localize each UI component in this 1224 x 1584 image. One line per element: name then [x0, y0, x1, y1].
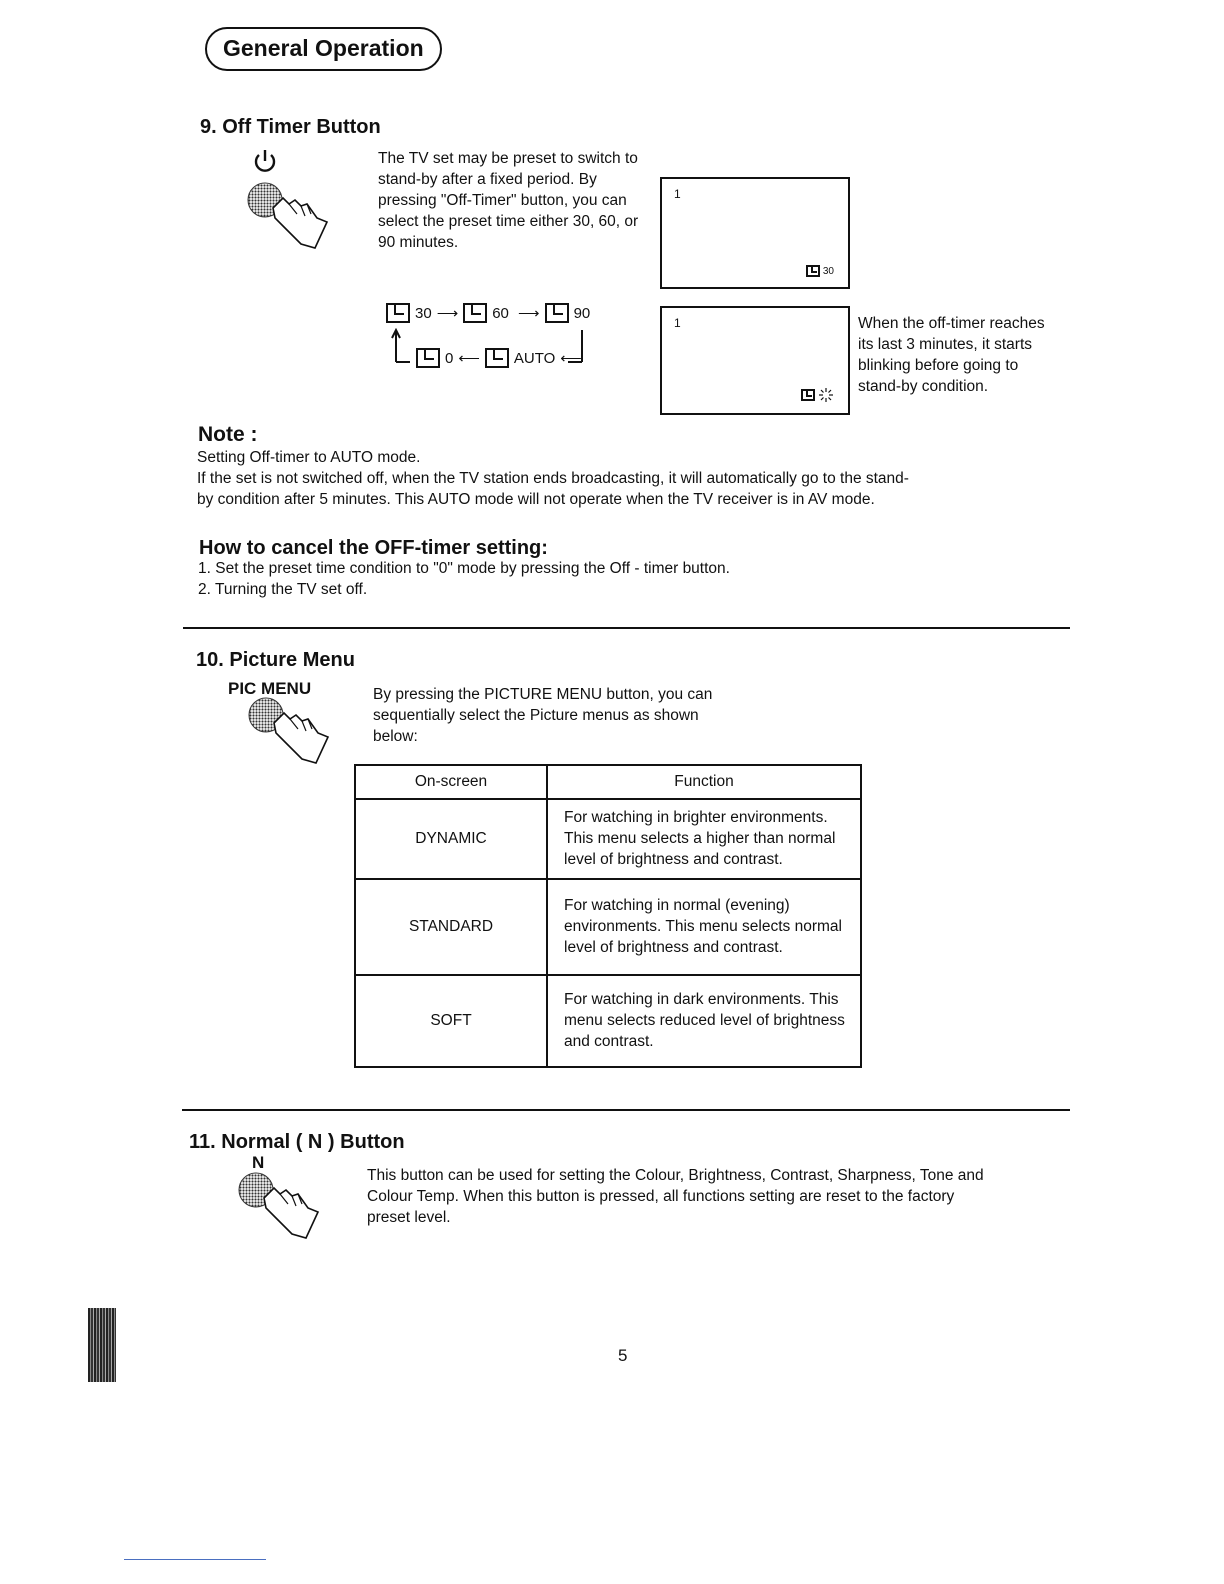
arrow-left-icon: ⟵ [560, 350, 582, 367]
seq-auto: AUTO [513, 349, 556, 367]
table-header-row [355, 765, 861, 799]
function-cell: For watching in normal (evening) environments. This menu selects normal level of brightness and contrast. [547, 879, 861, 975]
scan-edge-mark [88, 1308, 116, 1382]
arrow-left-icon: ⟵ [458, 350, 480, 367]
cancel-step-2: 2. Turning the TV set off. [198, 581, 368, 598]
hand-press-icon [246, 693, 342, 777]
seq-90: 90 [573, 304, 591, 322]
blink-note: When the off-timer reaches its last 3 minutes, it starts blinking before going to stand-by condition. [858, 315, 1045, 395]
seq-60: 60 [492, 304, 509, 322]
timer-sequence-top [386, 303, 590, 323]
function-cell: For watching in brighter environments. This menu selects a higher than normal level of brightness and contrast. [547, 799, 861, 879]
page-number: 5 [618, 1346, 628, 1365]
off-timer-indicator-blinking [801, 387, 834, 403]
channel-number: 1 [674, 316, 681, 330]
note-line-2: If the set is not switched off, when the TV station ends broadcasting, it will automatically go to the stand-by condition after 5 minutes. This AUTO mode will not operate when the TV receiver is in AV mode. [197, 470, 909, 508]
normal-button-heading: 11. Normal ( N ) Button [189, 1131, 405, 1153]
hand-press-icon [245, 178, 341, 262]
section-divider [183, 627, 1070, 629]
timer-icon [416, 348, 440, 368]
power-icon [250, 146, 280, 176]
off-timer-description: The TV set may be preset to switch to stand-by after a fixed period. By pressing "Off-Timer" button, you can select the preset time either 30, 60, or 90 minutes. [378, 150, 639, 251]
onscreen-cell: DYNAMIC [355, 799, 547, 879]
n-button-label: N [252, 1153, 265, 1172]
tv-screen-blinking [660, 306, 850, 415]
picture-menu-table [354, 764, 862, 1068]
function-cell: For watching in dark environments. This menu selects reduced level of brightness and contrast. [547, 975, 861, 1067]
pic-menu-button-label: PIC MENU [228, 679, 312, 698]
arrow-right-icon: ⟶ [513, 305, 540, 322]
timer-icon [485, 348, 509, 368]
picture-menu-description: By pressing the PICTURE MENU button, you can sequentially select the Picture menus as shown below: [373, 686, 713, 745]
channel-number: 1 [674, 187, 681, 201]
timer-icon [801, 389, 815, 401]
blink-icon [818, 387, 834, 403]
column-header-function: Function [547, 765, 861, 799]
timer-icon [545, 303, 569, 323]
seq-0: 0 [445, 349, 454, 367]
timer-icon [463, 303, 487, 323]
cancel-step-1: 1. Set the preset time condition to "0" mode by pressing the Off - timer button. [198, 560, 730, 577]
table-row [355, 879, 861, 975]
timer-sequence-bottom [416, 348, 582, 368]
off-timer-heading: 9. Off Timer Button [200, 116, 381, 138]
timer-icon [806, 265, 820, 277]
arrow-right-icon: ⟶ [436, 305, 459, 322]
note-line-1: Setting Off-timer to AUTO mode. [197, 449, 421, 466]
note-label: Note : [198, 423, 258, 446]
normal-button-description: This button can be used for setting the Colour, Brightness, Contrast, Sharpness, Tone and Colour Temp. When this button is pressed, all functions setting are reset to the factory preset level. [367, 1167, 984, 1226]
section-divider [182, 1109, 1070, 1111]
picture-menu-heading: 10. Picture Menu [196, 649, 355, 671]
seq-30: 30 [415, 304, 432, 322]
bottom-edge-line [124, 1559, 266, 1560]
onscreen-cell: SOFT [355, 975, 547, 1067]
hand-press-icon [236, 1168, 332, 1252]
table-row [355, 799, 861, 879]
section-title: General Operation [205, 27, 442, 71]
table-row [355, 975, 861, 1067]
cancel-heading: How to cancel the OFF-timer setting: [199, 537, 548, 559]
onscreen-cell: STANDARD [355, 879, 547, 975]
off-timer-indicator [806, 265, 834, 277]
timer-value: 30 [822, 265, 834, 277]
timer-icon [386, 303, 410, 323]
tv-screen-normal [660, 177, 850, 289]
column-header-onscreen: On-screen [355, 765, 547, 799]
